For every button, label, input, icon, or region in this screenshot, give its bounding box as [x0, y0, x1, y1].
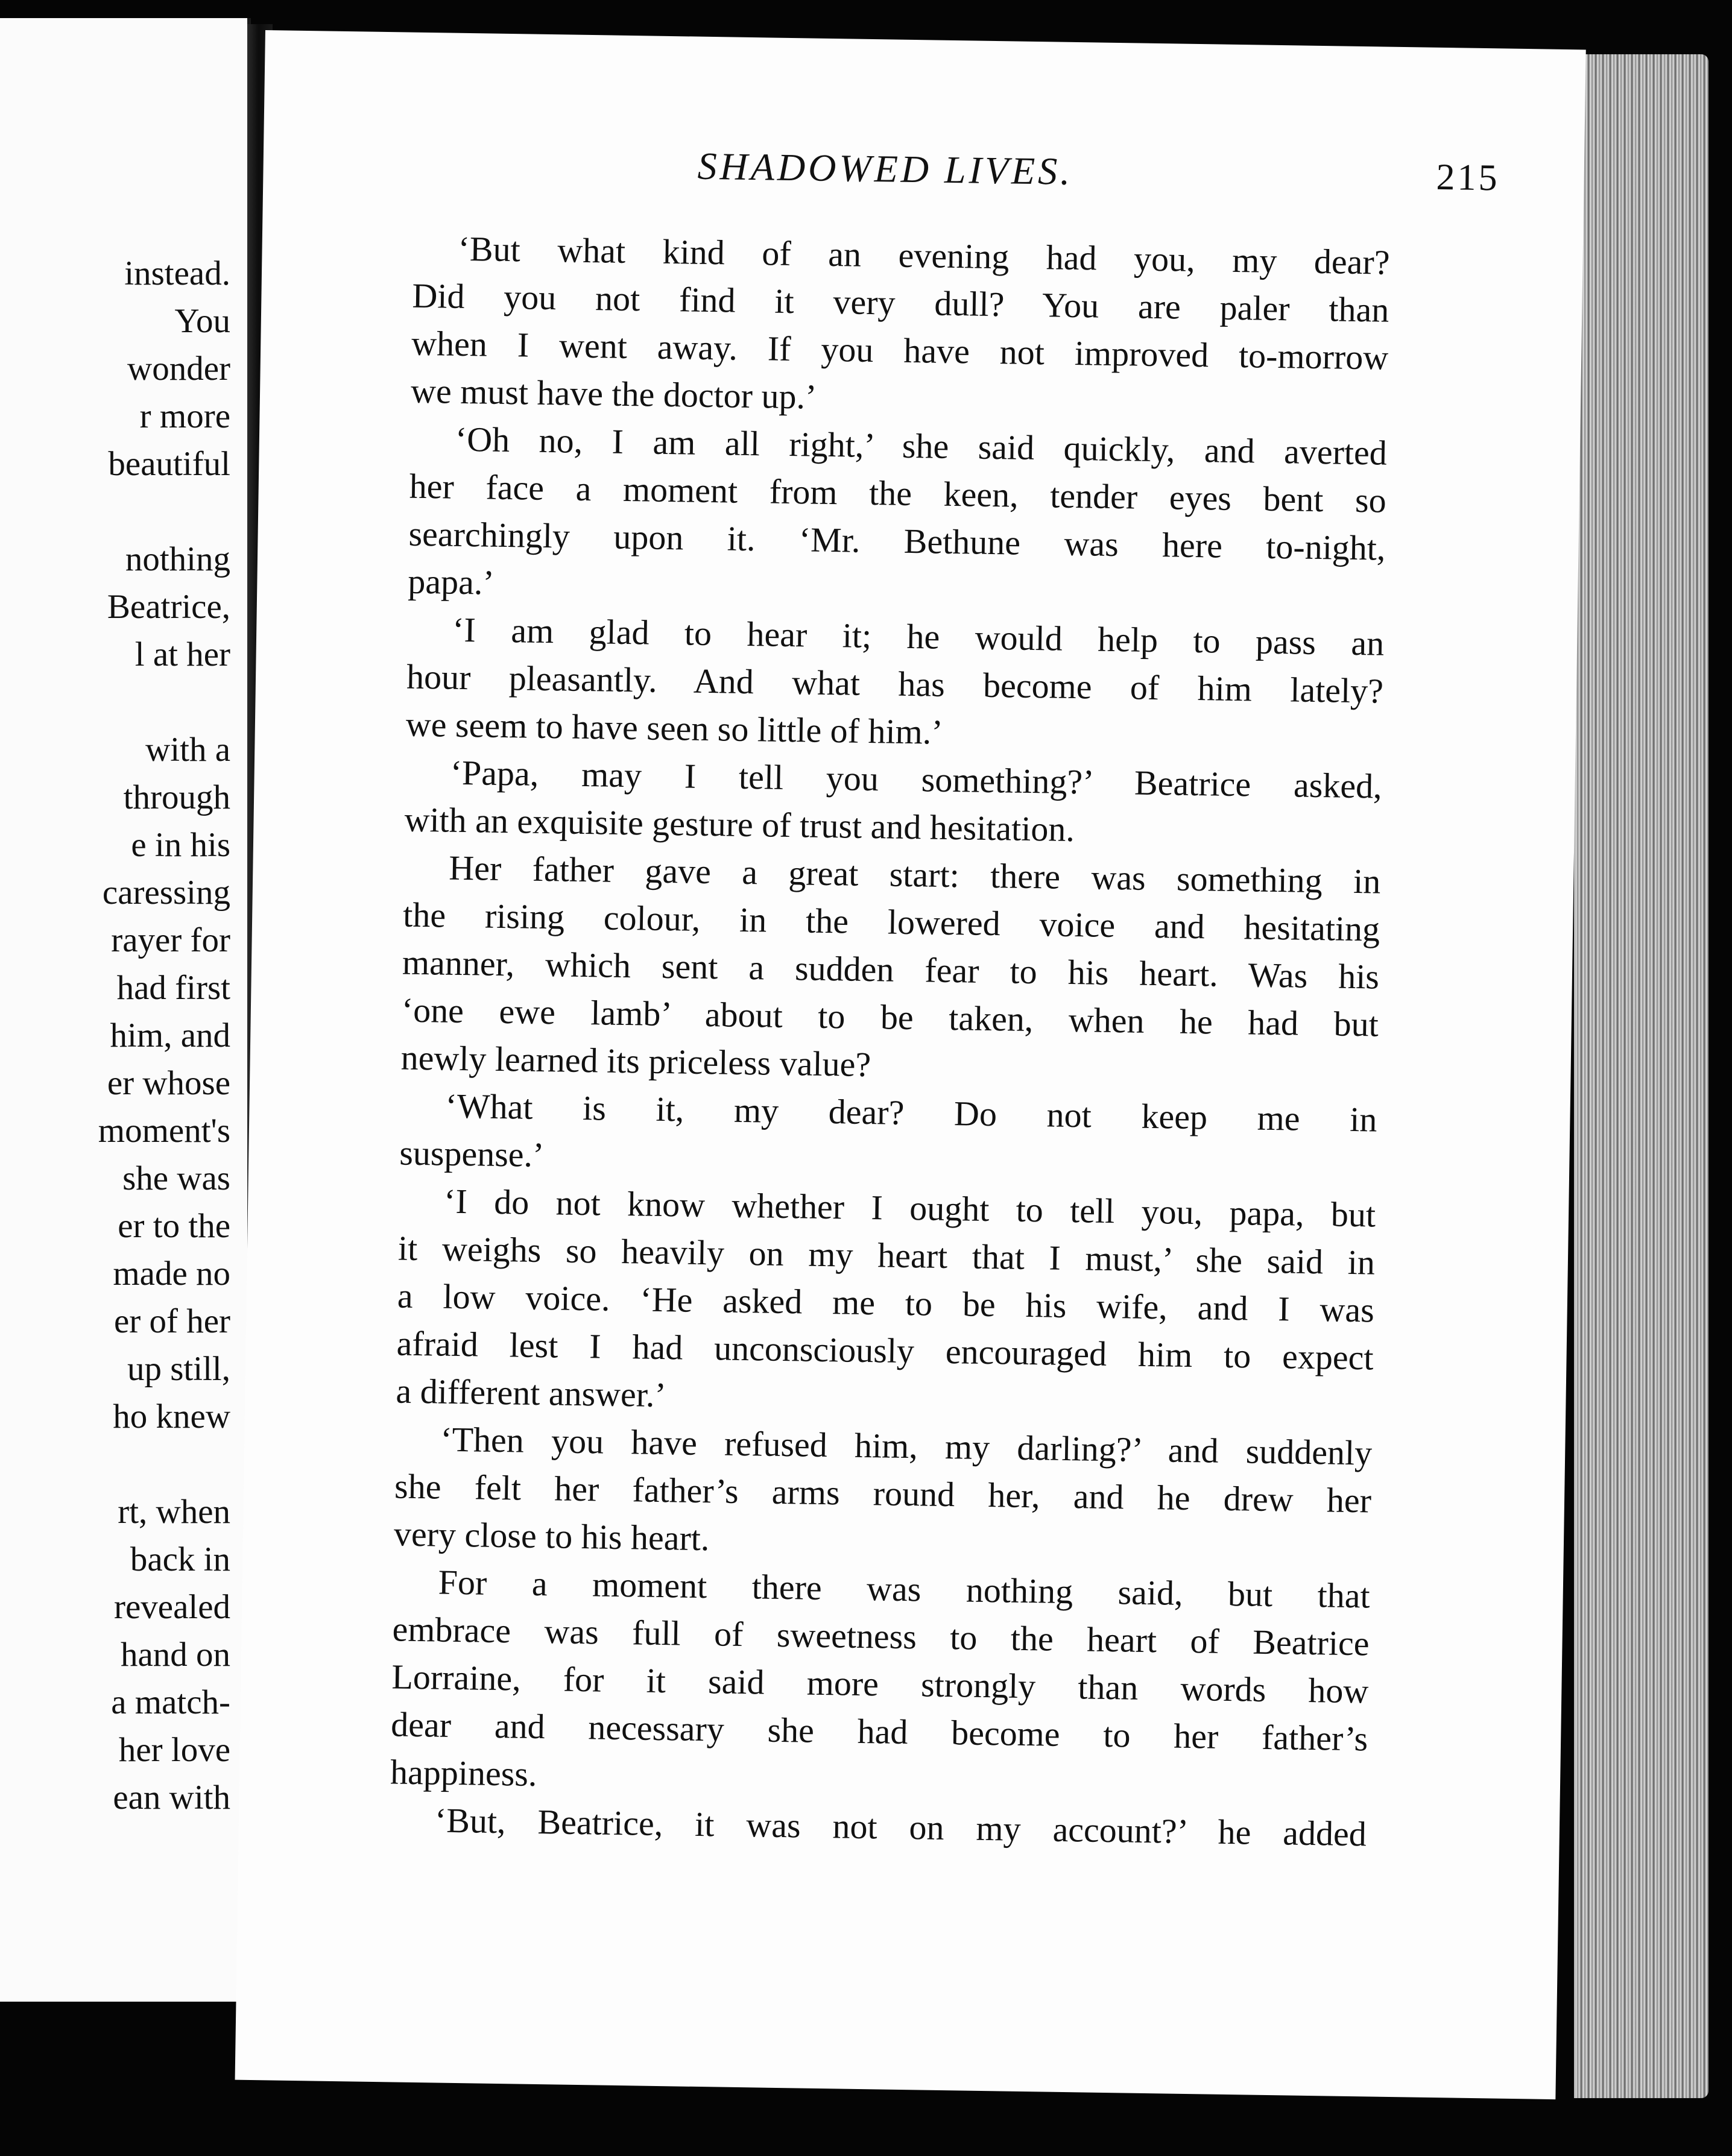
text-line: afraid lest I had unconsciously encouraged him to expect: [396, 1323, 1374, 1378]
previous-page-line: hand on: [120, 1636, 230, 1674]
previous-page-line: instead.: [124, 254, 230, 292]
text-line: ‘Then you have refused him, my darling?’ and suddenly: [440, 1419, 1373, 1473]
page-edges: [1574, 54, 1708, 2098]
text-line: it weighs so heavily on my heart that I must,’ she said in: [397, 1228, 1376, 1282]
previous-page-line: [0, 1440, 230, 1488]
text-line: ‘Papa, may I tell you something?’ Beatrice asked,: [450, 752, 1383, 806]
running-title: SHADOWED LIVES.: [697, 144, 1073, 193]
text-line: suspense.’: [399, 1133, 545, 1175]
previous-page-line: through: [123, 778, 230, 816]
previous-page-line: made no: [113, 1255, 230, 1293]
text-line: Lorraine, for it said more strongly than words how: [391, 1657, 1369, 1711]
text-line: searchingly upon it. ‘Mr. Bethune was here to-night,: [408, 514, 1386, 568]
previous-page-line: You: [174, 302, 230, 340]
text-line: a low voice. ‘He asked me to be his wife, and I was: [397, 1276, 1375, 1330]
text-line: the rising colour, in the lowered voice and hesitating: [402, 895, 1380, 949]
page-number: 215: [1436, 156, 1500, 199]
previous-page-line: ho knew: [113, 1398, 230, 1436]
previous-page-line: er whose: [107, 1064, 230, 1102]
text-line: Her father gave a great start: there was something in: [448, 848, 1381, 901]
previous-page-line: a match-: [111, 1683, 230, 1721]
previous-page-text: [0, 250, 230, 1821]
text-line: ‘What is it, my dear? Do not keep me in: [445, 1086, 1377, 1139]
text-line: newly learned its priceless value?: [400, 1038, 871, 1085]
previous-page-line: up still,: [127, 1350, 230, 1388]
text-line: papa.’: [407, 561, 495, 602]
text-line: when I went away. If you have not improved to-morrow: [411, 323, 1389, 377]
previous-page-line: er to the: [118, 1207, 230, 1245]
body-text: [389, 224, 1390, 1858]
text-line: embrace was full of sweetness to the heart of Beatrice: [392, 1609, 1370, 1663]
text-line: ‘one ewe lamb’ about to be taken, when he had but: [401, 990, 1379, 1044]
text-line: happiness.: [390, 1752, 537, 1794]
previous-page-line: [0, 488, 230, 535]
previous-page-line: er of her: [113, 1302, 230, 1340]
previous-page-line: had first: [116, 969, 230, 1007]
previous-page-line: ean with: [113, 1779, 230, 1817]
text-line: Did you not find it very dull? You are paler than: [412, 276, 1389, 330]
previous-page: [0, 18, 251, 2002]
text-line: she felt her father’s arms round her, and he drew her: [394, 1466, 1372, 1521]
previous-page-line: e in his: [131, 826, 230, 864]
running-head: [263, 137, 1500, 209]
text-line: ‘But what kind of an evening had you, my dear?: [458, 229, 1390, 282]
previous-page-line: she was: [122, 1159, 230, 1197]
previous-page-line: beautiful: [108, 445, 230, 483]
previous-page-line: Beatrice,: [107, 588, 230, 626]
text-line: her face a moment from the keen, tender eyes bent so: [409, 466, 1387, 520]
previous-page-line: [0, 678, 230, 726]
previous-page-line: revealed: [113, 1588, 230, 1626]
current-page: [235, 30, 1586, 2099]
previous-page-line: rt, when: [118, 1493, 230, 1531]
text-line: we seem to have seen so little of him.’: [405, 704, 944, 752]
text-line: ‘But, Beatrice, it was not on my account?’ he added: [434, 1800, 1367, 1854]
text-line: hour pleasantly. And what has become of him lately?: [406, 657, 1384, 711]
previous-page-line: moment's: [98, 1112, 230, 1150]
text-line: manner, which sent a sudden fear to his heart. Was his: [402, 942, 1380, 997]
previous-page-line: with a: [145, 731, 230, 769]
text-line: very close to his heart.: [393, 1514, 710, 1559]
text-line: ‘I do not know whether I ought to tell you, papa, but: [443, 1181, 1376, 1235]
text-line: For a moment there was nothing said, but that: [438, 1562, 1371, 1616]
text-line: ‘I am glad to hear it; he would help to pass an: [452, 610, 1385, 663]
text-line: with an exquisite gesture of trust and hesitation.: [404, 799, 1075, 849]
previous-page-line: rayer for: [111, 921, 230, 959]
text-line: a different answer.’: [396, 1371, 667, 1415]
previous-page-line: back in: [130, 1540, 230, 1578]
previous-page-line: wonder: [127, 350, 230, 388]
text-line: dear and necessary she had become to her father’s: [390, 1704, 1368, 1759]
text-line: we must have the doctor up.’: [410, 371, 817, 417]
previous-page-line: nothing: [125, 540, 230, 578]
previous-page-line: r more: [139, 397, 230, 435]
previous-page-line: him, and: [110, 1017, 230, 1054]
previous-page-line: her love: [118, 1731, 230, 1769]
previous-page-line: l at her: [134, 635, 230, 673]
text-line: ‘Oh no, I am all right,’ she said quickly, and averted: [455, 419, 1388, 473]
previous-page-line: caressing: [102, 874, 230, 912]
